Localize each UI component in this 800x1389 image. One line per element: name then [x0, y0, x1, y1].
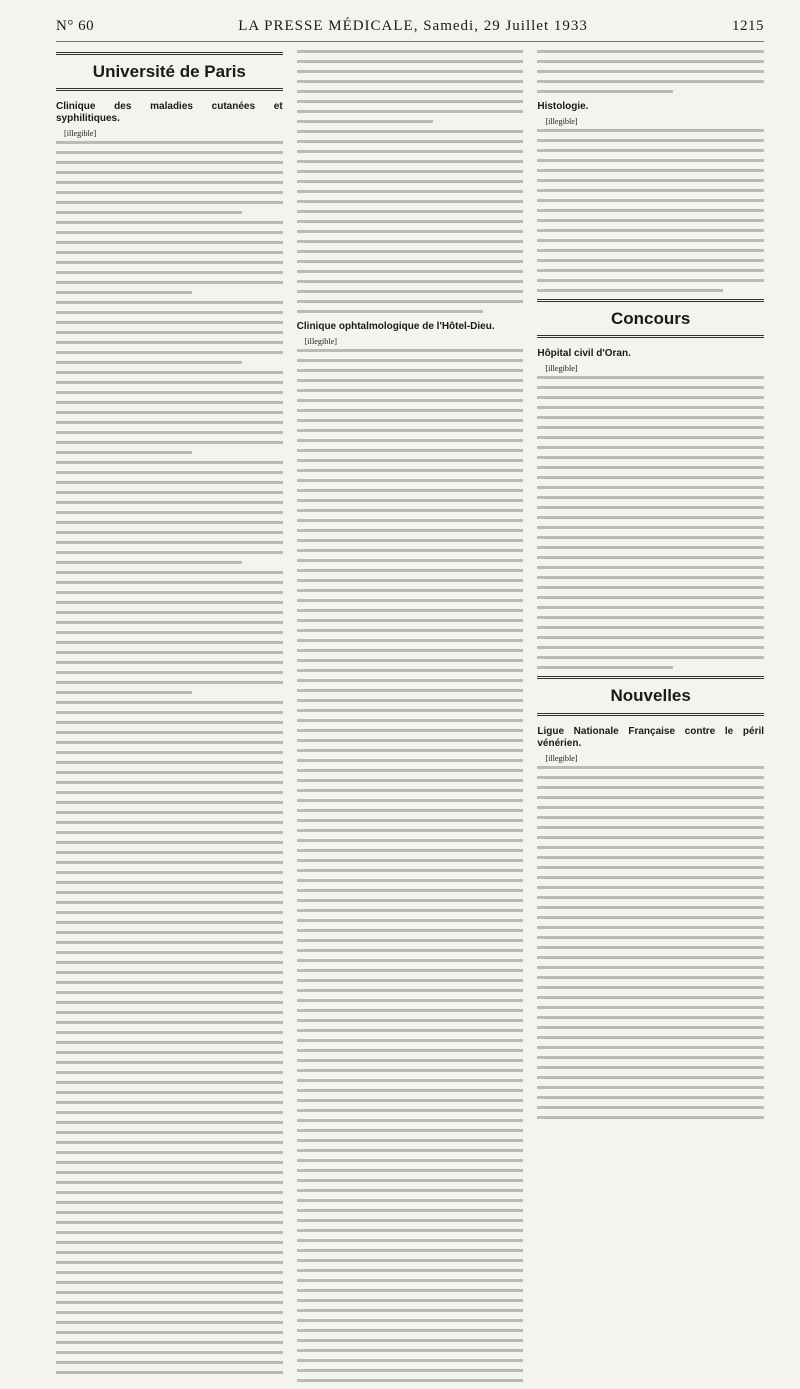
illegible-text-block [537, 766, 764, 1119]
column-2 [297, 50, 524, 1389]
illegible-text-block [537, 50, 764, 93]
dermatology-clinic-heading: Clinique des maladies cutanées et syphilitiques. [56, 101, 283, 125]
nouvelles-section-title: Nouvelles [537, 676, 764, 715]
oran-hospital-text: [illegible] [545, 364, 578, 374]
dermatology-clinic-text: [illegible] [64, 129, 97, 139]
column-3 [537, 50, 764, 1389]
illegible-text-block [56, 141, 283, 1374]
histology-heading: Histologie. [537, 101, 589, 112]
ligue-heading: Ligue Nationale Française contre le péril vénérien. [537, 725, 765, 749]
ophthalmology-clinic-heading: Clinique ophtalmologique de l'Hôtel-Dieu. [296, 321, 495, 332]
histology-text: [illegible] [545, 117, 578, 126]
issue-number: N° 60 [56, 18, 95, 34]
text-columns [56, 50, 764, 1389]
ligue-text: [illegible] [545, 753, 578, 763]
oran-hospital-heading: Hôpital civil d'Oran. [537, 348, 631, 360]
university-section-title: Université de Paris [56, 52, 283, 91]
publication-title: LA PRESSE MÉDICALE, Samedi, 29 Juillet 1933 [238, 18, 588, 34]
illegible-text-block [537, 129, 764, 292]
concours-section-title: Concours [537, 299, 764, 338]
page-number: 1215 [732, 18, 764, 34]
illegible-text-block [537, 376, 764, 669]
illegible-text-block [297, 50, 524, 313]
ophthalmology-clinic-text: [illegible] [304, 337, 337, 346]
column-1 [56, 50, 283, 1389]
page-header [56, 18, 764, 42]
illegible-text-block [297, 349, 524, 1382]
